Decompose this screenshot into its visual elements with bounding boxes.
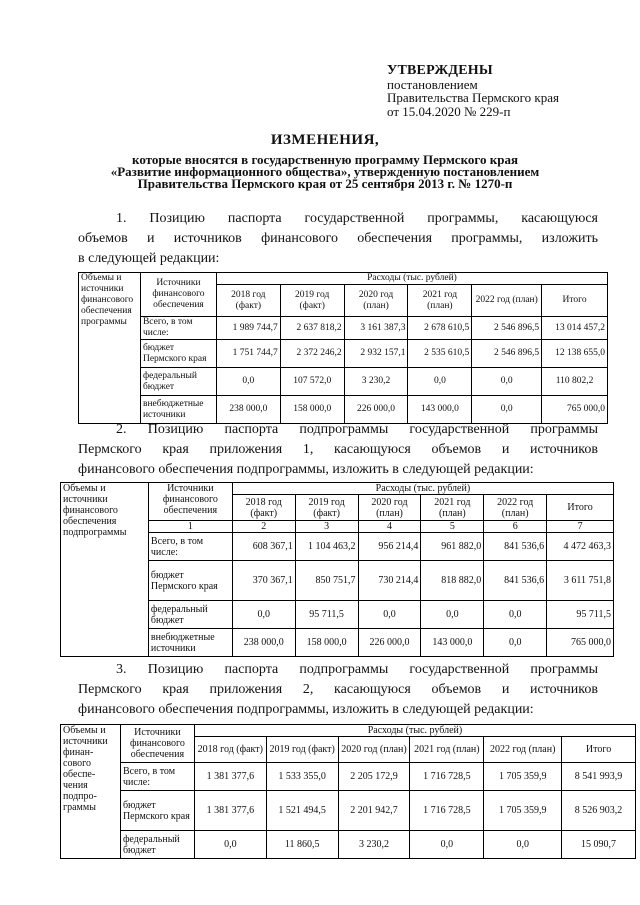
table-program-financing — [78, 272, 608, 424]
table-label: Объемы и источники финансового обеспечения программы — [79, 273, 141, 424]
cell-value: 0,0 — [410, 831, 484, 859]
table-subprogram1-financing — [60, 482, 614, 657]
cell-value: 0,0 — [408, 368, 472, 396]
row-source: Всего, в том числе: — [140, 317, 216, 340]
approval-block — [387, 64, 627, 118]
total-header: Итого — [562, 737, 636, 763]
table-row — [61, 791, 636, 831]
cell-value: 107 572,0 — [280, 368, 344, 396]
sources-header: Источники финансового обеспечения — [148, 483, 232, 521]
cell-value: 2 546 896,5 — [472, 317, 542, 340]
expenses-header: Расходы (тыс. рублей) — [232, 483, 613, 495]
paragraph-line: Пермского края приложения 2, касающуюся объемов и источников — [78, 682, 598, 697]
cell-value: 3 611 751,8 — [547, 561, 614, 601]
cell-value: 2 546 896,5 — [472, 340, 542, 368]
row-source: федеральный бюджет — [140, 368, 216, 396]
approved-line: Правительства Пермского края — [387, 90, 559, 106]
table-row — [79, 340, 608, 368]
cell-value: 850 751,7 — [295, 561, 358, 601]
year-header: 2019 год (факт) — [266, 737, 338, 763]
cell-value: 1 989 744,7 — [216, 317, 280, 340]
total-header: Итого — [542, 285, 608, 317]
column-number: 2 — [232, 521, 295, 533]
cell-value: 8 541 993,9 — [562, 763, 636, 791]
cell-value: 238 000,0 — [216, 396, 280, 424]
cell-value: 0,0 — [472, 368, 542, 396]
cell-value: 956 214,4 — [358, 533, 421, 561]
cell-value: 730 214,4 — [358, 561, 421, 601]
cell-value: 238 000,0 — [232, 629, 295, 657]
cell-value: 1 705 359,9 — [484, 791, 562, 831]
cell-value: 8 526 903,2 — [562, 791, 636, 831]
cell-value: 0,0 — [484, 831, 562, 859]
row-source: Всего, в том числе: — [148, 533, 232, 561]
row-source: внебюджетные источники — [148, 629, 232, 657]
cell-value: 1 751 744,7 — [216, 340, 280, 368]
row-source: бюджет Пермского края — [148, 561, 232, 601]
cell-value: 11 860,5 — [266, 831, 338, 859]
paragraph-3 — [78, 660, 598, 720]
cell-value: 0,0 — [472, 396, 542, 424]
cell-value: 841 536,6 — [484, 561, 547, 601]
cell-value: 110 802,2 — [542, 368, 608, 396]
year-header: 2018 год (факт) — [232, 495, 295, 521]
cell-value: 2 932 157,1 — [344, 340, 408, 368]
paragraph-line: объемов и источников финансового обеспечения программы, изложить — [78, 231, 598, 246]
cell-value: 143 000,0 — [408, 396, 472, 424]
cell-value: 2 637 818,2 — [280, 317, 344, 340]
approved-date: от 15.04.2020 № 229-п — [387, 103, 511, 119]
cell-value: 158 000,0 — [280, 396, 344, 424]
subtitle-line: Правительства Пермского края от 25 сентября 2013 г. № 1270-п — [137, 176, 513, 191]
year-header: 2022 год (план) — [472, 285, 542, 317]
document-title: ИЗМЕНЕНИЯ, — [270, 132, 380, 148]
cell-value: 95 711,5 — [295, 601, 358, 629]
cell-value: 226 000,0 — [358, 629, 421, 657]
row-source: бюджет Пермского края — [120, 791, 194, 831]
cell-value: 0,0 — [421, 601, 484, 629]
document-subtitle — [40, 154, 610, 190]
table-label: Объемы и источники финан- сового обеспе- чения подпро- граммы — [61, 725, 121, 859]
cell-value: 1 716 728,5 — [410, 791, 484, 831]
cell-value: 2 205 172,9 — [338, 763, 410, 791]
table-row — [79, 368, 608, 396]
sources-header: Источники финансового обеспечения — [140, 273, 216, 317]
cell-value: 0,0 — [232, 601, 295, 629]
cell-value: 226 000,0 — [344, 396, 408, 424]
cell-value: 3 161 387,3 — [344, 317, 408, 340]
cell-value: 1 104 463,2 — [295, 533, 358, 561]
column-number: 7 — [547, 521, 614, 533]
cell-value: 13 014 457,2 — [542, 317, 608, 340]
cell-value: 818 882,0 — [421, 561, 484, 601]
paragraph-line: финансового обеспечения подпрограммы, изложить в следующей редакции: — [78, 702, 534, 717]
paragraph-1 — [78, 209, 598, 269]
cell-value: 0,0 — [484, 629, 547, 657]
table-row — [61, 763, 636, 791]
column-number: 6 — [484, 521, 547, 533]
column-number: 4 — [358, 521, 421, 533]
paragraph-line: 1. Позицию паспорта государственной программы, касающуюся — [116, 211, 598, 226]
table-row — [79, 317, 608, 340]
column-number: 3 — [295, 521, 358, 533]
subtitle-line: которые вносятся в государственную программу Пермского края — [132, 152, 518, 167]
year-header: 2020 год (план) — [338, 737, 410, 763]
cell-value: 370 367,1 — [232, 561, 295, 601]
paragraph-line: в следующей редакции: — [78, 251, 220, 266]
year-header: 2019 год (факт) — [295, 495, 358, 521]
cell-value: 12 138 655,0 — [542, 340, 608, 368]
paragraph-line: 3. Позицию паспорта подпрограммы государственной программы — [116, 662, 598, 677]
year-header: 2018 год (факт) — [216, 285, 280, 317]
year-header: 2020 год (план) — [344, 285, 408, 317]
year-header: 2021 год (план) — [408, 285, 472, 317]
cell-value: 0,0 — [216, 368, 280, 396]
cell-value: 961 882,0 — [421, 533, 484, 561]
cell-value: 3 230,2 — [338, 831, 410, 859]
sources-header: Источники финансового обеспечения — [120, 725, 194, 763]
year-header: 2022 год (план) — [484, 737, 562, 763]
cell-value: 2 535 610,5 — [408, 340, 472, 368]
cell-value: 0,0 — [194, 831, 266, 859]
approved-heading: УТВЕРЖДЕНЫ — [387, 63, 493, 78]
cell-value: 4 472 463,3 — [547, 533, 614, 561]
year-header: 2018 год (факт) — [194, 737, 266, 763]
paragraph-line: финансового обеспечения подпрограммы, изложить в следующей редакции: — [78, 462, 534, 477]
year-header: 2022 год (план) — [484, 495, 547, 521]
cell-value: 143 000,0 — [421, 629, 484, 657]
column-number: 1 — [148, 521, 232, 533]
year-header: 2021 год (план) — [421, 495, 484, 521]
cell-value: 1 381 377,6 — [194, 791, 266, 831]
cell-value: 1 716 728,5 — [410, 763, 484, 791]
row-source: внебюджетные источники — [140, 396, 216, 424]
row-source: бюджет Пермского края — [140, 340, 216, 368]
cell-value: 95 711,5 — [547, 601, 614, 629]
cell-value: 841 536,6 — [484, 533, 547, 561]
cell-value: 1 381 377,6 — [194, 763, 266, 791]
cell-value: 1 521 494,5 — [266, 791, 338, 831]
column-number: 5 — [421, 521, 484, 533]
expenses-header: Расходы (тыс. рублей) — [194, 725, 635, 737]
cell-value: 608 367,1 — [232, 533, 295, 561]
year-header: 2021 год (план) — [410, 737, 484, 763]
table-label: Объемы и источники финансового обеспечения подпрограммы — [61, 483, 149, 657]
cell-value: 1 705 359,9 — [484, 763, 562, 791]
row-source: Всего, в том числе: — [120, 763, 194, 791]
cell-value: 0,0 — [358, 601, 421, 629]
paragraph-2 — [78, 420, 598, 480]
cell-value: 2 678 610,5 — [408, 317, 472, 340]
total-header: Итого — [547, 495, 614, 521]
row-source: федеральный бюджет — [148, 601, 232, 629]
cell-value: 15 090,7 — [562, 831, 636, 859]
year-header: 2019 год (факт) — [280, 285, 344, 317]
cell-value: 3 230,2 — [344, 368, 408, 396]
cell-value: 2 372 246,2 — [280, 340, 344, 368]
cell-value: 765 000,0 — [542, 396, 608, 424]
approved-line: постановлением — [387, 76, 478, 92]
cell-value: 1 533 355,0 — [266, 763, 338, 791]
row-source: федеральный бюджет — [120, 831, 194, 859]
cell-value: 158 000,0 — [295, 629, 358, 657]
year-header: 2020 год (план) — [358, 495, 421, 521]
paragraph-line: 2. Позицию паспорта подпрограммы государственной программы — [116, 422, 598, 437]
expenses-header: Расходы (тыс. рублей) — [216, 273, 607, 285]
subtitle-line: «Развитие информационного общества», утвержденную постановлением — [110, 164, 540, 179]
paragraph-line: Пермского края приложения 1, касающуюся объемов и источников — [78, 442, 598, 457]
table-subprogram2-financing — [60, 724, 636, 859]
cell-value: 2 201 942,7 — [338, 791, 410, 831]
cell-value: 0,0 — [484, 601, 547, 629]
table-row — [61, 831, 636, 859]
cell-value: 765 000,0 — [547, 629, 614, 657]
